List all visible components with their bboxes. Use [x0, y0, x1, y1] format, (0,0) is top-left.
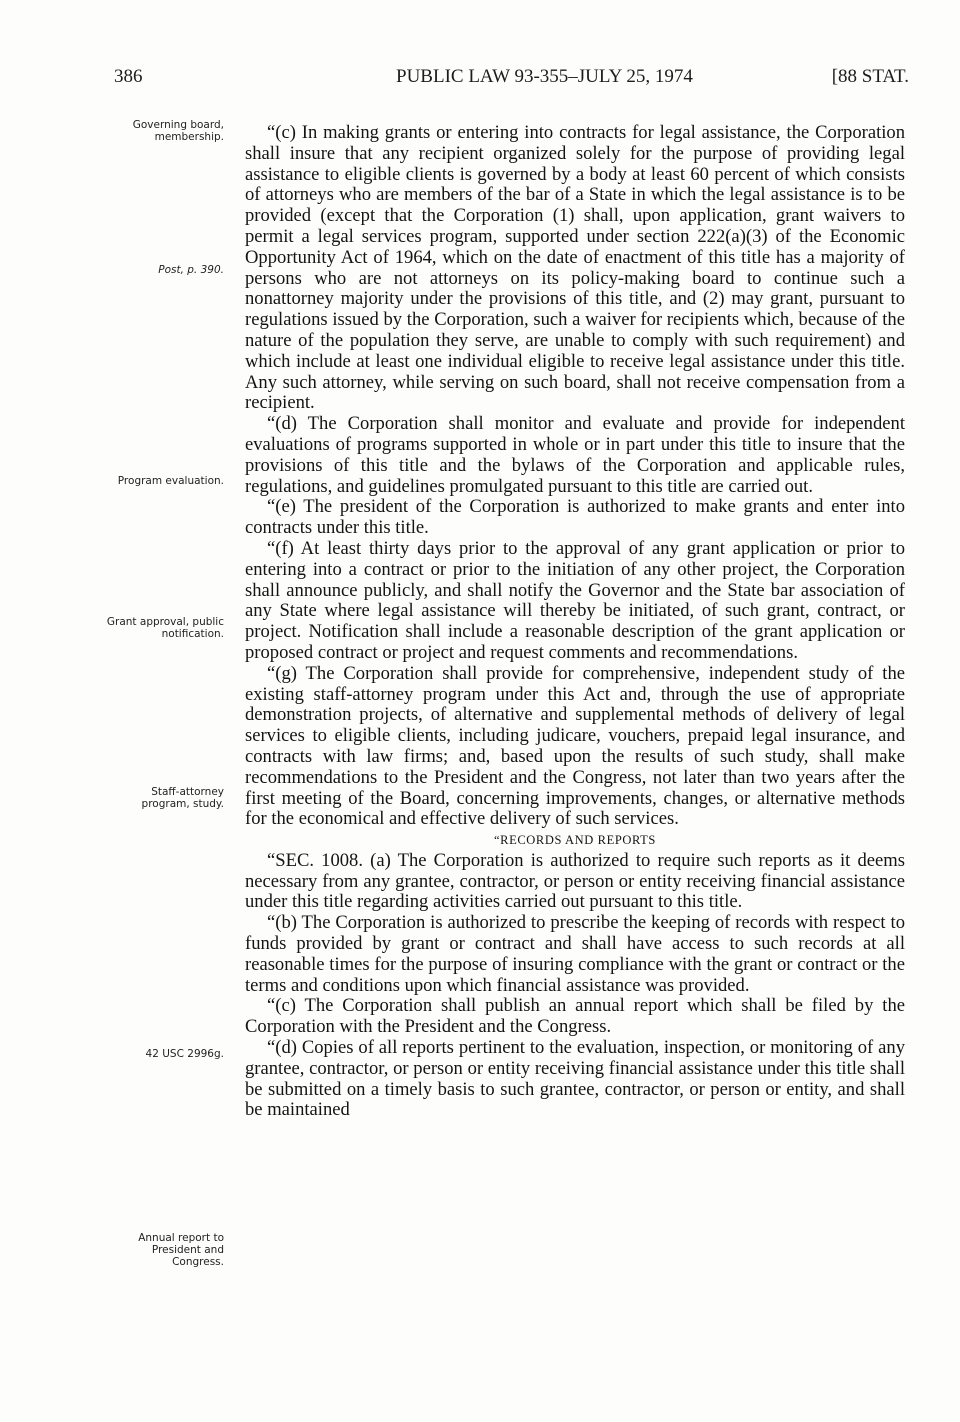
paragraph-e: “(e) The president of the Corporation is authorized to make grants and enter into contracts under this title.: [245, 496, 905, 539]
paragraph-1008-d: “(d) Copies of all reports pertinent to the evaluation, inspection, or monitoring of any grantee, contractor, or person or entity receiving financial assistance under this title shall be submitted on a timely basis to such grantee, contractor, or person or entity, and shall be maintained: [245, 1037, 905, 1121]
paragraph-f: “(f) At least thirty days prior to the approval of any grant application or prior to entering into a contract or prior to the initiation of any other project, the Corporation shall announce publicly, and shall notify the Governor and the State bar association of any State where legal assistance will thereby be initiated, of such grant, contract, or project. Notification shall include a reasonable description of the grant application or proposed contract or project and request comments and recommendations.: [245, 537, 905, 663]
paragraph-d: “(d) The Corporation shall monitor and evaluate and provide for independent evaluations of programs supported in whole or in part under this title to insure that the provisions of this title and the bylaws of the Corporation and applicable rules, regulations, and guidelines promulgated pursuant to this title are carried out.: [245, 413, 905, 497]
margin-note-annual-report: Annual report to President and Congress.: [138, 1232, 224, 1268]
margin-note-staff-attorney: Staff-attorney program, study.: [141, 786, 224, 810]
page-header: [114, 66, 909, 92]
margin-note-governing-board: Governing board, membership.: [132, 119, 224, 143]
margin-note-program-evaluation: Program evaluation.: [117, 475, 224, 487]
section-heading: “RECORDS AND REPORTS: [494, 833, 656, 848]
paragraph-c: “(c) In making grants or entering into contracts for legal assistance, the Corporation shall insure that any recipient organized solely for the purpose of providing legal assistance to eligible clients is governed by a body at least 60 percent of which consists of attorneys who are members of the bar of a State in which the legal assistance is to be provided (except that the Corporation (1) shall, upon application, grant waivers to permit a legal services program, supported under section 222(a)(3) of the Economic Opportunity Act of 1964, which on the date of enactment of this title has a majority of persons who are not attorneys on its policy-making board to continue such a nonattorney majority under the provisions of this title, and (2) may grant, pursuant to regulations issued by the Corporation, such a waiver for recipients which, because of the nature of the population they serve, are unable to comply with such requirement) and which include at least one individual eligible to receive legal assistance under this title. Any such attorney, while serving on such board, shall not receive compensation from a recipient.: [245, 122, 905, 414]
statute-reference: [88 STAT.: [831, 66, 909, 87]
margin-note-post-390: Post, p. 390.: [158, 264, 224, 276]
paragraph-1008-c: “(c) The Corporation shall publish an annual report which shall be filed by the Corporation with the President and the Congress.: [245, 995, 905, 1038]
statute-body: [245, 123, 905, 1121]
paragraph-1008-b: “(b) The Corporation is authorized to prescribe the keeping of records with respect to funds provided by grant or contract and shall have access to such records at all reasonable times for the purpose of insuring compliance with the grant or contract or the terms and conditions upon which financial assistance was provided.: [245, 912, 905, 996]
margin-note-grant-approval: Grant approval, public notification.: [106, 616, 224, 640]
paragraph-g: “(g) The Corporation shall provide for comprehensive, independent study of the existing staff-attorney program under this Act and, through the use of appropriate demonstration projects, of alternative and supplemental methods of delivery of legal services to eligible clients, including judicare, vouchers, prepaid legal insurance, and contracts with law firms; and, based upon the results of such study, shall make recommendations to the President and the Congress, not later than two years after the first meeting of the Board, concerning improvements, changes, or alternative methods for the economical and effective delivery of such services.: [245, 662, 905, 830]
running-title: PUBLIC LAW 93-355–JULY 25, 1974: [396, 66, 693, 87]
margin-note-usc: 42 USC 2996g.: [145, 1048, 224, 1060]
page-number: 386: [114, 66, 143, 87]
paragraph-1008-a: “SEC. 1008. (a) The Corporation is authorized to require such reports as it deems necessary from any grantee, contractor, or person or entity receiving financial assistance under this title regarding activities carried out pursuant to this title.: [245, 849, 905, 913]
